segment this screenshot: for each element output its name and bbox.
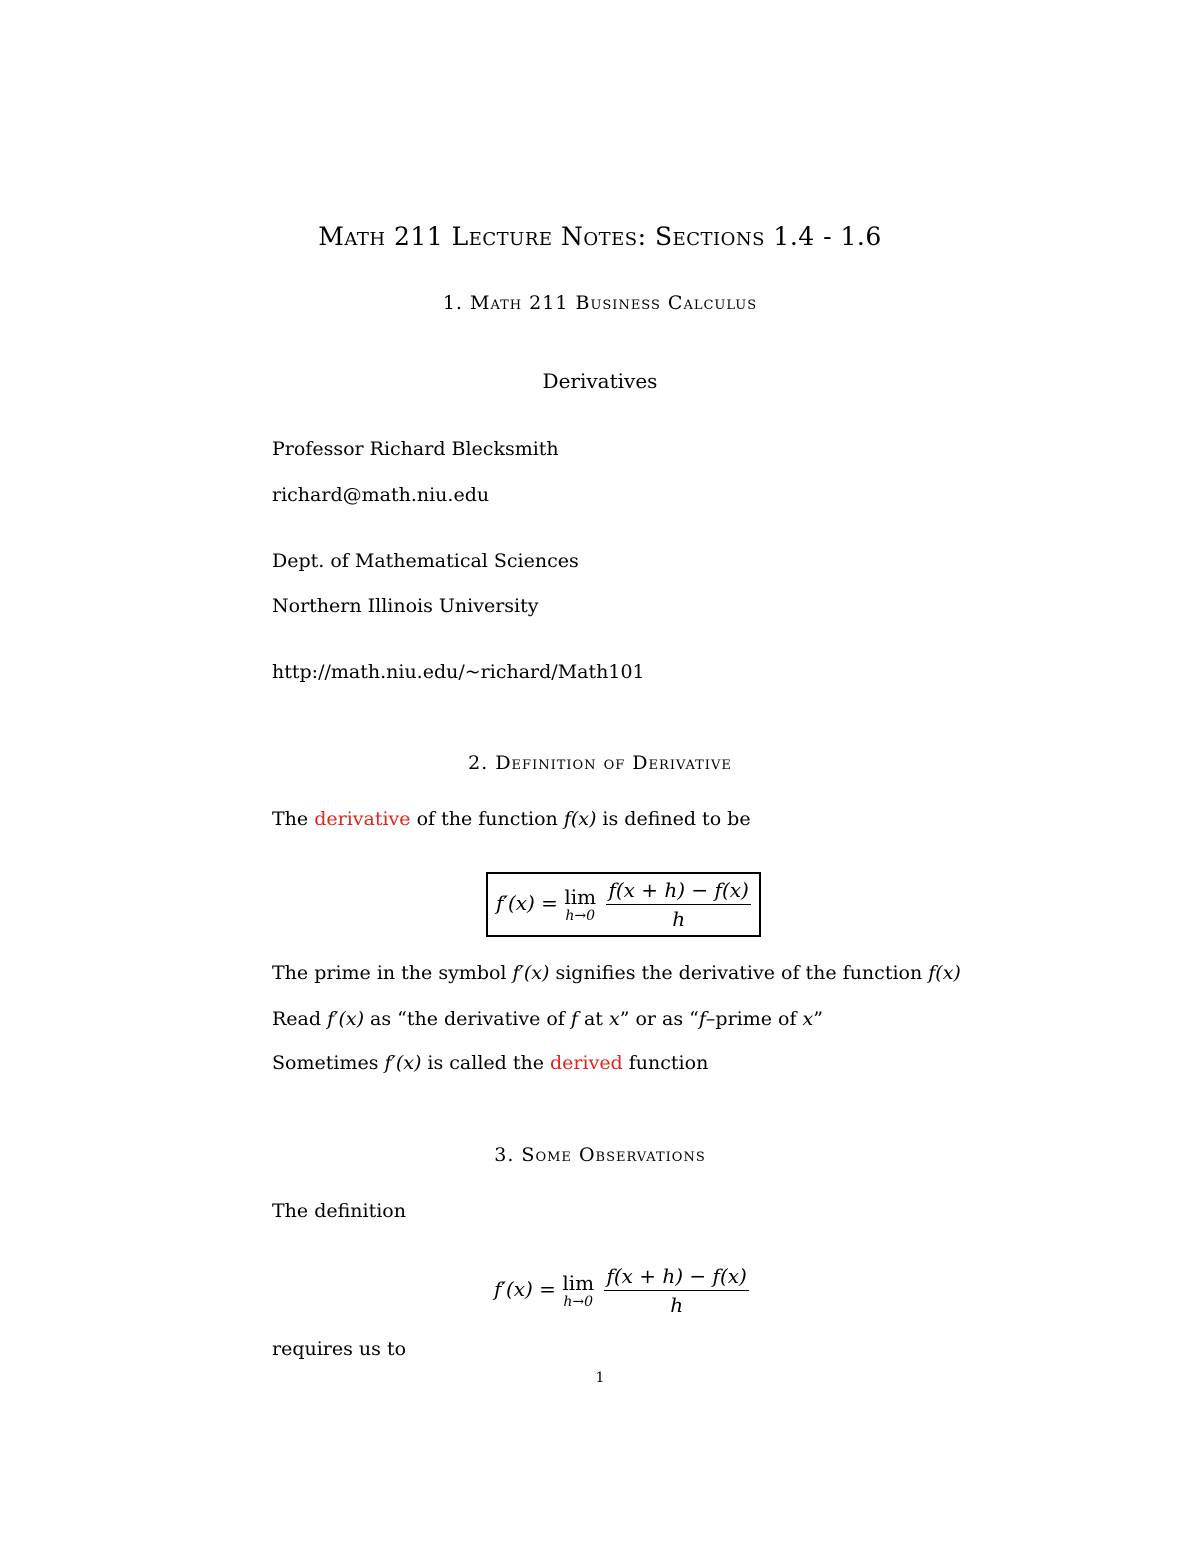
read-x2: x [802,1008,814,1030]
formula-lhs: f′(x) = [496,891,565,915]
read-x: x [608,1008,620,1030]
denominator-2: h [670,1293,684,1317]
denominator: h [672,907,686,931]
read-pre: Read [272,1008,328,1030]
section-2-heading: 2. Definition of Derivative [468,752,732,774]
email-text: richard@math.niu.edu [272,484,490,506]
derivative-formula [494,1264,749,1317]
derived-term: derived [550,1052,623,1074]
limit-operator [564,884,597,924]
difference-quotient-2 [604,1264,748,1317]
numerator-2: f(x + h) − f(x) [604,1264,748,1291]
requires-text: requires us to [272,1338,407,1360]
prime-fx: f(x) [928,962,961,984]
course-url: http://math.niu.edu/~richard/Math101 [272,661,645,683]
difference-quotient [606,878,750,931]
read-at: at [577,1008,609,1030]
derivative-term: derivative [314,808,411,830]
read-text: as “the derivative of [363,1008,571,1030]
intro-fx: f(x) [563,808,597,830]
lim-text-2: lim [562,1270,595,1295]
university-name: Northern Illinois University [272,595,539,617]
sometimes-mid: is called the [421,1052,551,1074]
read-f2: f [698,1008,706,1030]
sometimes-post: function [622,1052,709,1074]
lim-subscript-2: h→0 [563,1293,594,1310]
read-f: f [570,1008,578,1030]
read-or: ” or as “ [619,1008,699,1030]
read-sentence [272,1008,823,1030]
prime-pre: The prime in the symbol [272,962,513,984]
intro-mid: of the function [410,808,564,830]
prime-sentence [272,962,961,984]
prime-symbol: f′(x) [512,962,550,984]
department-name: Dept. of Mathematical Sciences [272,550,579,572]
professor-name: Professor Richard Blecksmith [272,438,559,460]
limit-operator-2 [562,1270,595,1310]
sometimes-symbol: f′(x) [384,1052,422,1074]
section-1-subtitle: Derivatives [542,369,658,393]
definition-intro [272,808,751,830]
lim-subscript: h→0 [565,907,596,924]
document-title: Math 211 Lecture Notes: Sections 1.4 - 1.6 [318,222,882,251]
sometimes-pre: Sometimes [272,1052,385,1074]
section-1-heading: 1. Math 211 Business Calculus [442,292,758,314]
definition-lead: The definition [272,1200,406,1222]
intro-post: is defined to be [596,808,751,830]
sometimes-sentence [272,1052,708,1074]
lim-text: lim [564,884,597,909]
read-end: ” [813,1008,823,1030]
numerator: f(x + h) − f(x) [606,878,750,905]
read-prime: –prime of [705,1008,803,1030]
read-symbol: f′(x) [327,1008,364,1030]
prime-mid: signifies the derivative of the function [549,962,929,984]
page-number: 1 [595,1370,605,1386]
intro-pre: The [272,808,315,830]
boxed-derivative-formula [486,872,761,937]
section-3-heading: 3. Some Observations [494,1144,706,1166]
formula-lhs-2: f′(x) = [494,1277,563,1301]
